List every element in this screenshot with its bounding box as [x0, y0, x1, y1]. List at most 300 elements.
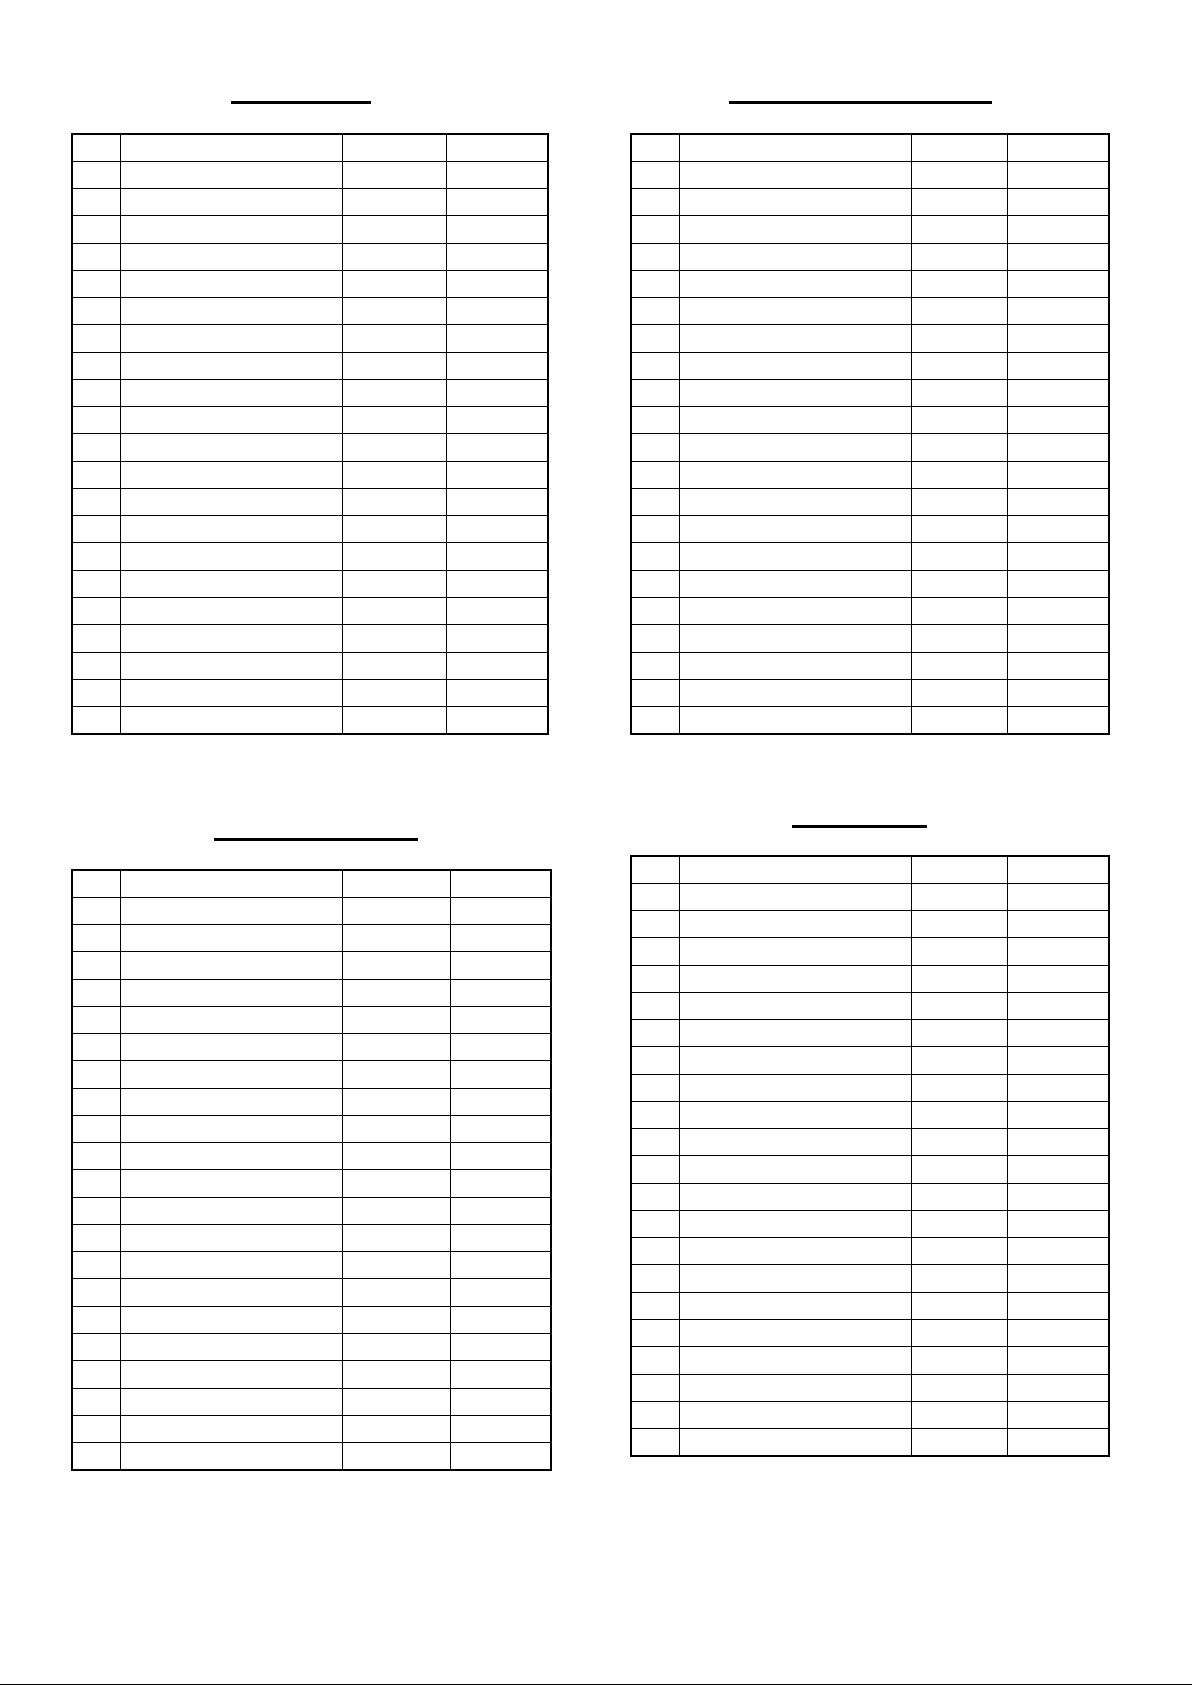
table-row [631, 992, 1109, 1019]
table-cell [1008, 911, 1109, 938]
table-row [72, 979, 551, 1006]
table-row [72, 1006, 551, 1033]
table-cell [72, 189, 120, 216]
table-cell [679, 161, 911, 188]
table-row [72, 598, 548, 625]
table-cell [912, 543, 1008, 570]
table-cell [447, 625, 548, 652]
table-cell [72, 979, 120, 1006]
table-cell [679, 298, 911, 325]
table-cell [450, 1115, 551, 1142]
table-cell [343, 352, 447, 379]
table-cell [447, 516, 548, 543]
table-cell [120, 352, 342, 379]
table-cell [72, 1006, 120, 1033]
table-cell [342, 1006, 450, 1033]
table-cell [631, 652, 679, 679]
table-cell [120, 952, 342, 979]
table-cell [631, 1210, 679, 1237]
table-row [72, 570, 548, 597]
table-cell [631, 161, 679, 188]
table-row [631, 1047, 1109, 1074]
table-cell [912, 707, 1008, 734]
table-cell [1008, 938, 1109, 965]
table-cell [120, 243, 342, 270]
table-row [631, 270, 1109, 297]
table-cell [912, 407, 1008, 434]
table-row [631, 325, 1109, 352]
table-cell [1008, 1183, 1109, 1210]
table-cell [631, 1101, 679, 1128]
table-cell [679, 488, 911, 515]
table-cell [679, 1183, 911, 1210]
table-cell [120, 516, 342, 543]
table-cell [1008, 1292, 1109, 1319]
table-cell [679, 379, 911, 406]
table-row [631, 379, 1109, 406]
table-cell [72, 1197, 120, 1224]
title-underline-top-right [729, 101, 992, 104]
table-cell [72, 270, 120, 297]
table-row [631, 1210, 1109, 1237]
table-cell [120, 1334, 342, 1361]
table-bottom-right [630, 855, 1110, 1457]
table-cell [912, 1156, 1008, 1183]
table-cell [450, 925, 551, 952]
table-row [72, 189, 548, 216]
table-cell [1008, 216, 1109, 243]
table-cell [447, 543, 548, 570]
table-cell [72, 1388, 120, 1415]
table-cell [912, 1320, 1008, 1347]
table-cell [450, 1334, 551, 1361]
table-cell [72, 1061, 120, 1088]
table-cell [912, 516, 1008, 543]
table-top-left [71, 133, 549, 735]
table-cell [450, 1197, 551, 1224]
table-cell [912, 598, 1008, 625]
table-cell [679, 216, 911, 243]
table-cell [912, 325, 1008, 352]
table-cell [1008, 598, 1109, 625]
table-row [631, 516, 1109, 543]
table-row [72, 161, 548, 188]
table-cell [343, 679, 447, 706]
table-cell [120, 707, 342, 734]
table-cell [343, 216, 447, 243]
table-cell [72, 161, 120, 188]
table-cell [1008, 1074, 1109, 1101]
table-cell [120, 488, 342, 515]
table-row [72, 1279, 551, 1306]
table-cell [1008, 270, 1109, 297]
table-cell [72, 1034, 120, 1061]
table-row [631, 707, 1109, 734]
table-cell [120, 189, 342, 216]
table-cell [679, 992, 911, 1019]
table-cell [1008, 461, 1109, 488]
table-cell [912, 1183, 1008, 1210]
table-row [72, 407, 548, 434]
table-cell [631, 488, 679, 515]
table-cell [342, 925, 450, 952]
table-cell [912, 965, 1008, 992]
table-cell [120, 1061, 342, 1088]
table-row [631, 189, 1109, 216]
table-cell [631, 543, 679, 570]
table-cell [1008, 856, 1109, 883]
table-cell [912, 243, 1008, 270]
table-cell [912, 570, 1008, 597]
table-cell [912, 1020, 1008, 1047]
table-cell [1008, 189, 1109, 216]
table-cell [679, 570, 911, 597]
table-row [631, 679, 1109, 706]
table-row [72, 1252, 551, 1279]
table-cell [120, 925, 342, 952]
table-cell [72, 1115, 120, 1142]
table-cell [447, 379, 548, 406]
table-cell [450, 1415, 551, 1442]
table-cell [1008, 1210, 1109, 1237]
table-cell [1008, 407, 1109, 434]
table-row [72, 270, 548, 297]
table-cell [343, 434, 447, 461]
table-cell [343, 461, 447, 488]
table-cell [120, 598, 342, 625]
table-row [631, 1238, 1109, 1265]
table-cell [679, 625, 911, 652]
table-cell [72, 407, 120, 434]
table-row [631, 298, 1109, 325]
table-cell [679, 1238, 911, 1265]
table-cell [631, 938, 679, 965]
table-cell [342, 1034, 450, 1061]
table-row [631, 407, 1109, 434]
table-cell [447, 679, 548, 706]
table-cell [120, 1388, 342, 1415]
table-cell [343, 707, 447, 734]
table-cell [447, 598, 548, 625]
table-cell [912, 1292, 1008, 1319]
table-cell [120, 298, 342, 325]
table-cell [120, 1306, 342, 1333]
table-cell [631, 298, 679, 325]
table-cell [450, 1279, 551, 1306]
table-cell [343, 298, 447, 325]
table-cell [912, 1101, 1008, 1128]
table-cell [72, 216, 120, 243]
table-row [72, 1197, 551, 1224]
table-cell [447, 243, 548, 270]
table-cell [679, 1020, 911, 1047]
table-cell [1008, 1020, 1109, 1047]
table-cell [1008, 379, 1109, 406]
table-cell [679, 352, 911, 379]
table-cell [343, 516, 447, 543]
table-cell [342, 1115, 450, 1142]
table-cell [72, 516, 120, 543]
table-row [72, 298, 548, 325]
table-cell [342, 1415, 450, 1442]
table-row [72, 488, 548, 515]
table-cell [450, 1361, 551, 1388]
table-cell [120, 1034, 342, 1061]
title-underline-top-left [231, 101, 371, 104]
table-cell [1008, 434, 1109, 461]
table-row [72, 1361, 551, 1388]
table-cell [447, 352, 548, 379]
table-cell [912, 189, 1008, 216]
table-cell [342, 1388, 450, 1415]
table-cell [1008, 1129, 1109, 1156]
table-row [72, 1415, 551, 1442]
table-cell [631, 243, 679, 270]
table-cell [72, 1443, 120, 1470]
table-cell [343, 243, 447, 270]
table-cell [679, 938, 911, 965]
table-cell [1008, 1101, 1109, 1128]
table-cell [450, 1034, 551, 1061]
table-cell [450, 1088, 551, 1115]
table-cell [120, 379, 342, 406]
table-cell [120, 1115, 342, 1142]
table-cell [72, 1334, 120, 1361]
table-cell [120, 216, 342, 243]
table-cell [447, 407, 548, 434]
table-cell [679, 189, 911, 216]
table-cell [120, 1170, 342, 1197]
table-cell [1008, 516, 1109, 543]
table-row [72, 379, 548, 406]
table-cell [342, 1088, 450, 1115]
table-cell [679, 325, 911, 352]
table-cell [631, 856, 679, 883]
table-cell [631, 992, 679, 1019]
table-row [631, 625, 1109, 652]
table-cell [631, 216, 679, 243]
table-cell [120, 461, 342, 488]
table-cell [343, 407, 447, 434]
table-cell [72, 897, 120, 924]
table-cell [450, 1061, 551, 1088]
table-cell [120, 407, 342, 434]
table-row [631, 434, 1109, 461]
table-cell [447, 652, 548, 679]
table-cell [679, 1429, 911, 1456]
table-cell [450, 870, 551, 897]
table-cell [1008, 1429, 1109, 1456]
table-cell [912, 1129, 1008, 1156]
table-row [631, 1156, 1109, 1183]
table-row [72, 134, 548, 161]
table-row [72, 1224, 551, 1251]
table-cell [631, 707, 679, 734]
table-cell [447, 434, 548, 461]
table-cell [912, 856, 1008, 883]
table-cell [72, 1170, 120, 1197]
table-cell [912, 298, 1008, 325]
table-cell [631, 1265, 679, 1292]
table-cell [343, 325, 447, 352]
table-row [631, 1129, 1109, 1156]
table-cell [450, 897, 551, 924]
table-cell [72, 325, 120, 352]
table-row [631, 161, 1109, 188]
table-cell [343, 161, 447, 188]
table-row [72, 461, 548, 488]
table-cell [912, 270, 1008, 297]
table-cell [1008, 243, 1109, 270]
table-cell [912, 461, 1008, 488]
table-cell [679, 911, 911, 938]
table-cell [631, 189, 679, 216]
table-cell [679, 1265, 911, 1292]
table-row [631, 1074, 1109, 1101]
table-cell [912, 1210, 1008, 1237]
table-cell [631, 570, 679, 597]
table-row [631, 352, 1109, 379]
table-cell [631, 1401, 679, 1428]
table-cell [120, 1143, 342, 1170]
table-row [72, 897, 551, 924]
table-row [631, 1320, 1109, 1347]
table-cell [450, 979, 551, 1006]
table-cell [912, 883, 1008, 910]
table-cell [447, 570, 548, 597]
table-cell [912, 625, 1008, 652]
table-row [631, 543, 1109, 570]
table-row [631, 911, 1109, 938]
table-cell [447, 270, 548, 297]
table-cell [631, 911, 679, 938]
table-cell [679, 270, 911, 297]
table-row [631, 883, 1109, 910]
table-cell [72, 1224, 120, 1251]
title-underline-bottom-right [792, 825, 927, 828]
table-cell [447, 461, 548, 488]
table-cell [631, 1374, 679, 1401]
table-cell [631, 270, 679, 297]
table-row [72, 1443, 551, 1470]
table-cell [1008, 652, 1109, 679]
table-cell [912, 1074, 1008, 1101]
table-cell [631, 1074, 679, 1101]
table-cell [343, 625, 447, 652]
table-cell [342, 1279, 450, 1306]
table-cell [72, 1088, 120, 1115]
table-row [631, 1101, 1109, 1128]
table-row [631, 1292, 1109, 1319]
table-cell [120, 1252, 342, 1279]
table-cell [342, 870, 450, 897]
table-row [72, 434, 548, 461]
table-cell [1008, 1401, 1109, 1428]
table-cell [120, 325, 342, 352]
table-cell [912, 352, 1008, 379]
table-cell [72, 707, 120, 734]
table-row [631, 598, 1109, 625]
table-row [631, 965, 1109, 992]
table-row [631, 461, 1109, 488]
table-cell [450, 1388, 551, 1415]
table-cell [120, 270, 342, 297]
table-cell [912, 488, 1008, 515]
table-cell [343, 488, 447, 515]
table-row [72, 1388, 551, 1415]
table-cell [631, 134, 679, 161]
table-cell [72, 1143, 120, 1170]
table-cell [120, 870, 342, 897]
table-cell [631, 625, 679, 652]
title-underline-bottom-left [214, 838, 418, 841]
table-cell [1008, 992, 1109, 1019]
table-cell [120, 1443, 342, 1470]
table-cell [912, 992, 1008, 1019]
table-cell [679, 1292, 911, 1319]
table-cell [120, 1279, 342, 1306]
table-cell [120, 570, 342, 597]
table-cell [631, 461, 679, 488]
table-cell [72, 243, 120, 270]
table-cell [120, 1224, 342, 1251]
table-cell [679, 243, 911, 270]
table-cell [631, 1320, 679, 1347]
table-cell [120, 679, 342, 706]
table-cell [72, 598, 120, 625]
table-row [72, 925, 551, 952]
table-cell [120, 543, 342, 570]
table-cell [450, 1443, 551, 1470]
table-cell [342, 1252, 450, 1279]
table-row [72, 1061, 551, 1088]
table-cell [912, 1347, 1008, 1374]
table-cell [1008, 1347, 1109, 1374]
table-cell [631, 1347, 679, 1374]
table-cell [679, 1129, 911, 1156]
table-cell [679, 461, 911, 488]
table-cell [1008, 707, 1109, 734]
table-row [72, 1115, 551, 1142]
table-row [631, 1265, 1109, 1292]
table-cell [120, 625, 342, 652]
table-cell [72, 570, 120, 597]
table-cell [912, 379, 1008, 406]
table-row [631, 1401, 1109, 1428]
table-cell [120, 1197, 342, 1224]
table-cell [342, 1197, 450, 1224]
table-row [631, 216, 1109, 243]
table-cell [1008, 679, 1109, 706]
table-cell [450, 1143, 551, 1170]
table-cell [631, 1238, 679, 1265]
table-cell [72, 352, 120, 379]
table-cell [1008, 1238, 1109, 1265]
table-cell [120, 897, 342, 924]
table-cell [1008, 965, 1109, 992]
table-cell [679, 707, 911, 734]
table-cell [679, 1210, 911, 1237]
table-cell [912, 1047, 1008, 1074]
table-cell [631, 379, 679, 406]
table-cell [1008, 488, 1109, 515]
table-cell [450, 1306, 551, 1333]
table-row [72, 870, 551, 897]
table-cell [450, 1252, 551, 1279]
table-cell [72, 379, 120, 406]
table-cell [912, 911, 1008, 938]
table-cell [679, 1347, 911, 1374]
